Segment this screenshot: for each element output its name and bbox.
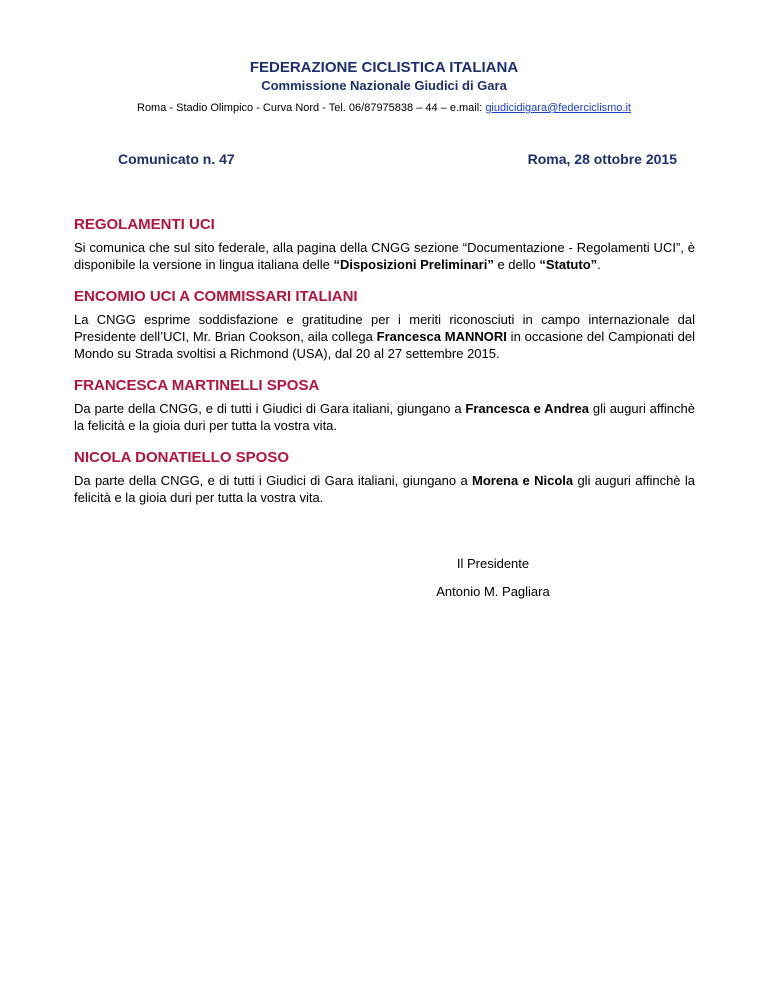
email-link[interactable]: giudicidigara@federciclismo.it: [485, 102, 631, 114]
text-run: gli auguri affinchè la felicità e la gioia duri per tutta la vostra vita.: [74, 401, 695, 433]
section-text: [74, 400, 695, 434]
section-title: REGOLAMENTI UCI: [74, 216, 215, 233]
section-title: NICOLA DONATIELLO SPOSO: [74, 449, 290, 466]
letterhead: [0, 58, 768, 116]
text-run: gli auguri affinchè la felicità e la gioia duri per tutta la vostra vita.: [74, 473, 695, 505]
signature-role: Il Presidente: [456, 556, 530, 571]
organization-subtitle: Commissione Nazionale Giudici di Gara: [261, 78, 507, 93]
bold-text: “Statuto”: [539, 257, 598, 272]
section-martinelli-sposa: [74, 376, 695, 434]
organization-address: [0, 101, 768, 116]
text-run: e dello: [493, 257, 540, 272]
text-run: Da parte della CNGG, e di tutti i Giudici di Gara italiani, giungano a: [74, 401, 466, 416]
bold-text: “Disposizioni Preliminari”: [333, 257, 494, 272]
section-title: ENCOMIO UCI A COMMISSARI ITALIANI: [74, 288, 358, 305]
address-text: Roma - Stadio Olimpico - Curva Nord - Tel. 06/87975838 – 44 – e.mail:: [137, 102, 486, 114]
section-title: FRANCESCA MARTINELLI SPOSA: [74, 377, 320, 394]
section-text: [74, 472, 695, 506]
bold-text: Morena e Nicola: [472, 473, 574, 488]
text-run: La CNGG esprime soddisfazione e gratitudine per i meriti riconosciuti in campo internazionale dal Presidente dell’UCI, Mr. Brian Cookson, aila collega: [74, 312, 695, 344]
signature-name: Antonio M. Pagliara: [436, 584, 550, 599]
bold-text: Francesca MANNORI: [376, 329, 507, 344]
comunicato-number: Comunicato n. 47: [118, 151, 235, 167]
document-date: Roma, 28 ottobre 2015: [527, 151, 677, 167]
text-run: in occasione del Campionati del Mondo su Strada svoltisi a Richmond (USA), dal 20 al 27 settembre 2015.: [74, 329, 695, 361]
section-donatiello-sposo: [74, 448, 695, 506]
text-run: Si comunica che sul sito federale, alla pagina della CNGG sezione “Documentazione - Regolamenti UCI”, è disponibile la versione in lingua italiana delle: [74, 240, 695, 272]
organization-title: FEDERAZIONE CICLISTICA ITALIANA: [249, 59, 519, 76]
text-run: Da parte della CNGG, e di tutti i Giudici di Gara italiani, giungano a: [74, 473, 472, 488]
section-encomio-uci: [74, 287, 695, 362]
section-text: [74, 239, 695, 273]
signature-block: [418, 555, 568, 600]
section-text: [74, 311, 695, 362]
section-regolamenti-uci: [74, 215, 695, 273]
document-body: [74, 215, 695, 520]
bold-text: Francesca e Andrea: [465, 401, 589, 416]
text-run: .: [597, 257, 601, 272]
